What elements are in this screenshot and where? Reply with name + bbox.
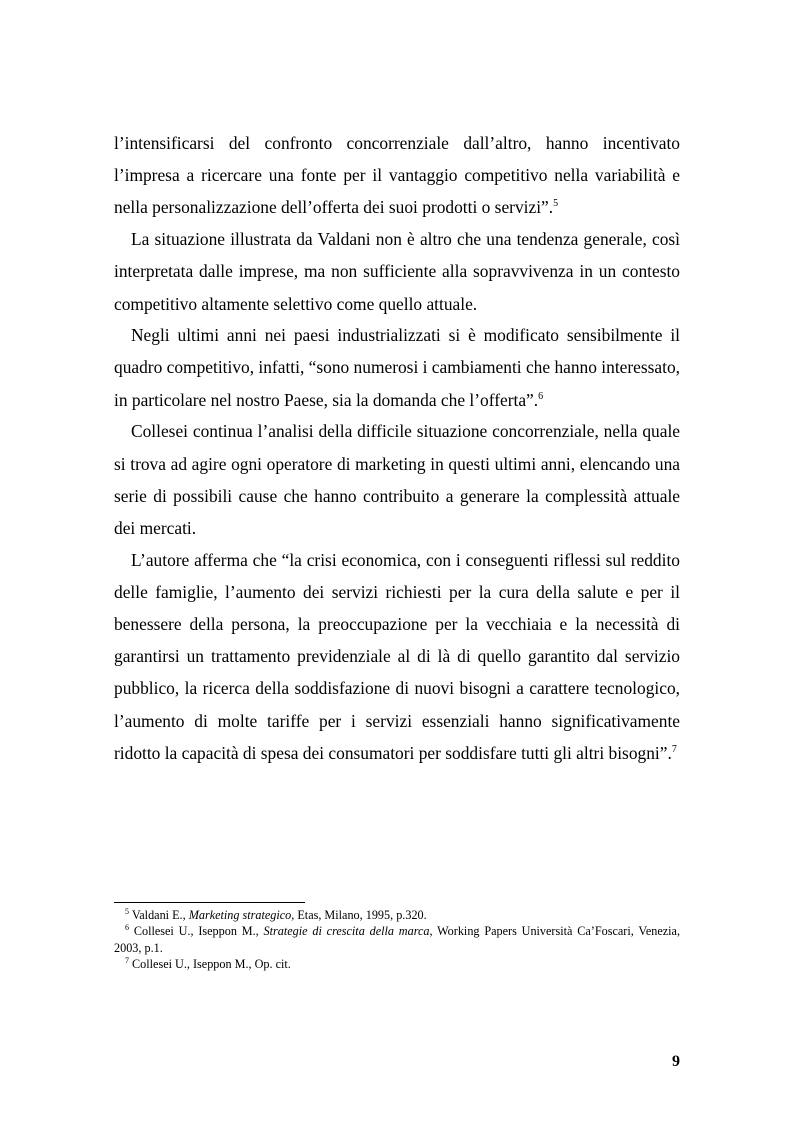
footnote-number: 7 xyxy=(125,956,129,966)
footnote-ref[interactable]: 6 xyxy=(538,390,544,402)
footnote-title: Marketing strategico xyxy=(188,908,292,922)
footnotes xyxy=(114,907,680,973)
footnote-divider xyxy=(114,902,305,903)
footnote-number: 6 xyxy=(125,923,129,933)
footnote-ref[interactable]: 5 xyxy=(553,198,559,210)
paragraph-text: Negli ultimi anni nei paesi industrializzati si è modificato sensibilmente il quadro competitivo, infatti, “sono numerosi i cambiamenti che hanno interessato, in particolare nel nostro Paese, sia la domanda che l’offerta”. xyxy=(114,325,681,410)
paragraph xyxy=(114,544,680,769)
footnote-details: , Working Papers Università Ca’Foscari, Venezia, 2003, p.1. xyxy=(114,924,680,955)
footnote xyxy=(114,956,680,972)
footnote-title: Strategie di crescita della marca xyxy=(263,924,430,939)
footnote xyxy=(114,907,680,923)
footnote xyxy=(114,923,680,956)
paragraph-text: L’autore afferma che “la crisi economica, con i conseguenti riflessi sul reddito delle famiglie, l’aumento dei servizi richiesti per la cura della salute e per il benessere della persona, la preoccupazione per la vecchiaia e la necessità di garantirsi un trattamento previdenziale al di là di quello garantito dal servizio pubblico, la ricerca della soddisfazione di nuovi bisogni a carattere tecnologico, l’aumento di molte tariffe per i servizi essenziali hanno significativamente ridotto la capacità di spesa dei consumatori per soddisfare tutti gli altri bisogni”. xyxy=(114,549,680,763)
paragraph-text: La situazione illustrata da Valdani non è altro che una tendenza generale, così interpretata dalle imprese, ma non sufficiente alla sopravvivenza in un contesto competitivo altamente selettivo come quello attuale. xyxy=(114,229,680,314)
footnote-author: Valdani E., xyxy=(131,908,189,922)
paragraph xyxy=(114,319,680,416)
footnote-author: Collesei U., Iseppon M., xyxy=(133,924,264,939)
paragraph-text: Collesei continua l’analisi della difficile situazione concorrenziale, nella quale si trova ad agire ogni operatore di marketing in questi ultimi anni, elencando una serie di possibili cause che hanno contribuito a generare la complessità attuale dei mercati. xyxy=(114,421,680,538)
footnote-author: Collesei U., Iseppon M., Op. cit. xyxy=(132,957,291,972)
paragraph xyxy=(114,223,680,320)
paragraph xyxy=(114,127,680,224)
footnote-number: 5 xyxy=(125,907,129,916)
body-text xyxy=(114,127,680,769)
footnote-ref[interactable]: 7 xyxy=(671,743,677,755)
page-number: 9 xyxy=(672,1053,680,1070)
paragraph-text: l’intensificarsi del confronto concorrenziale dall’altro, hanno incentivato l’impresa a ricercare una fonte per il vantaggio competitivo nella variabilità e nella personalizzazione dell’offerta dei suoi prodotti o servizi”. xyxy=(114,133,680,218)
paragraph xyxy=(114,415,680,544)
footnote-details: , Etas, Milano, 1995, p.320. xyxy=(291,908,427,922)
